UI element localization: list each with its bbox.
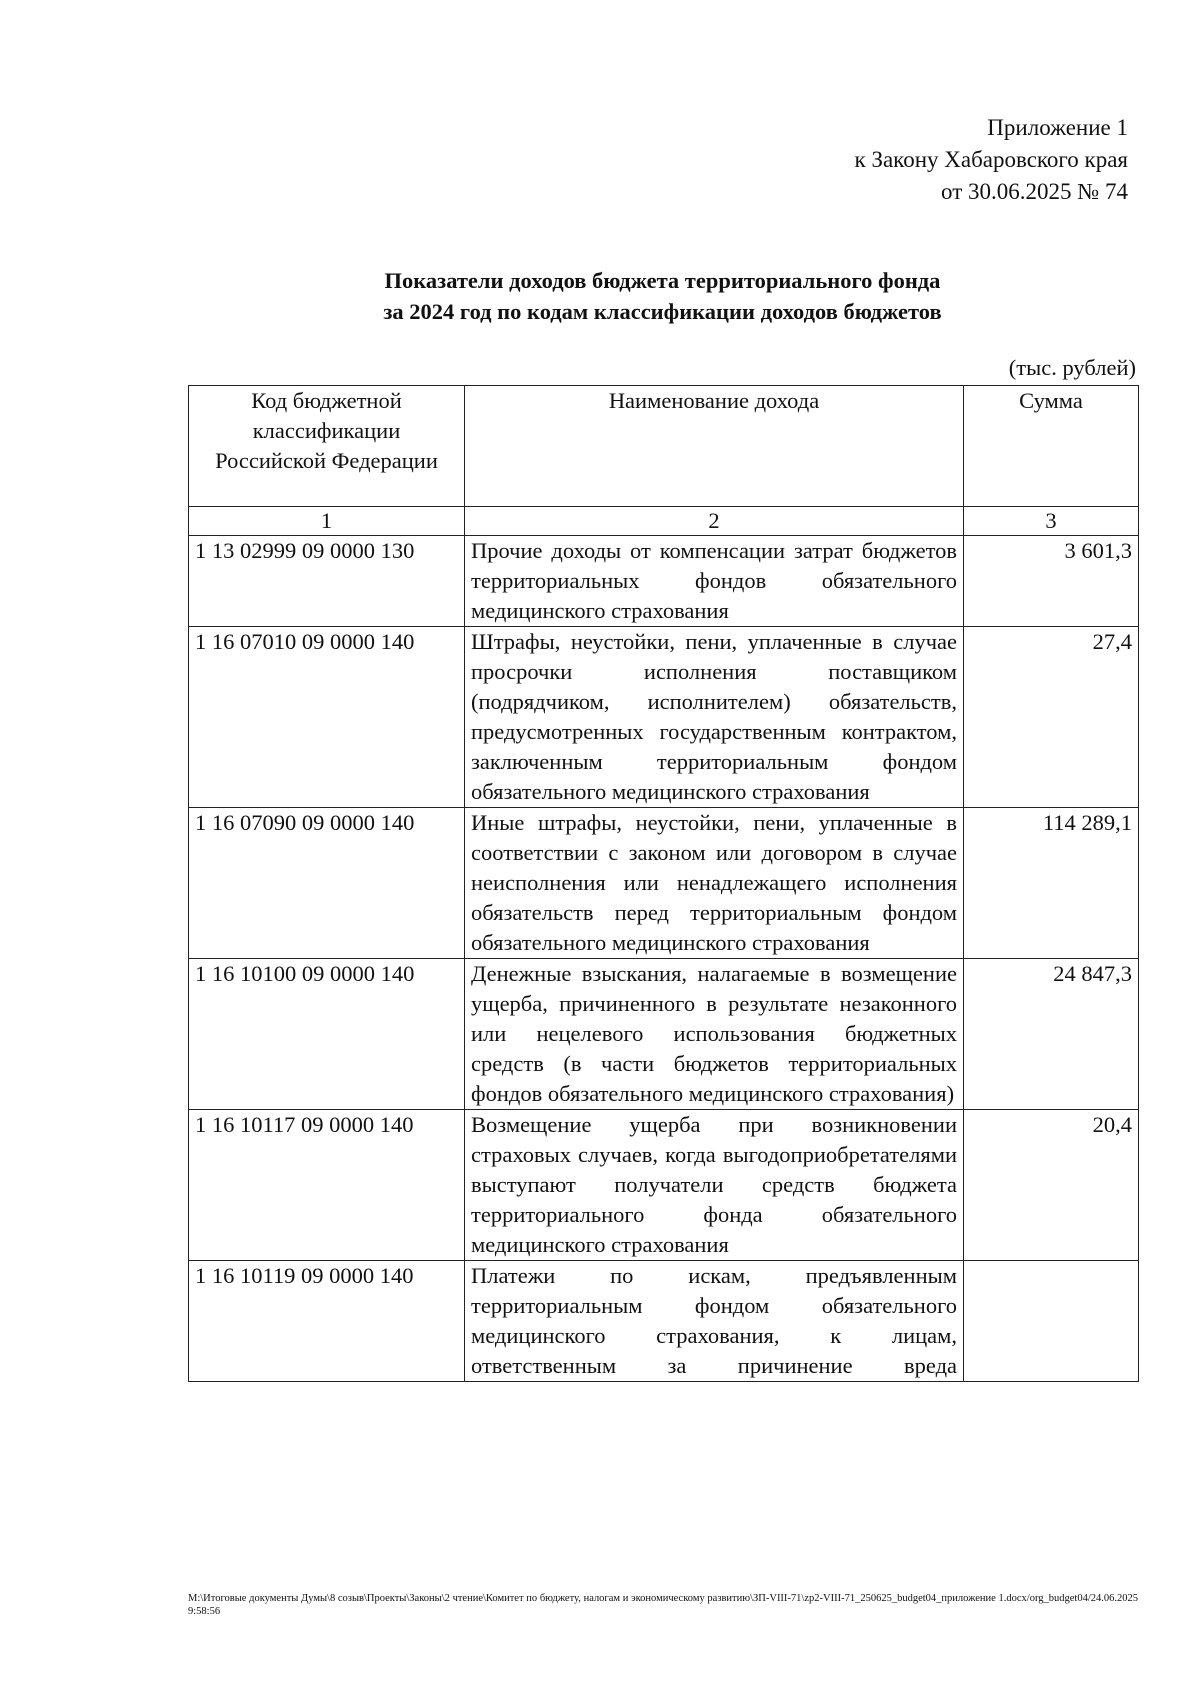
row-sum: 114 289,1: [964, 808, 1139, 959]
row-sum: 20,4: [964, 1110, 1139, 1261]
header-code: Код бюджетной классификации Российской Федерации: [189, 386, 465, 507]
appendix-line: к Закону Хабаровского края: [854, 147, 1128, 172]
row-code: 1 16 07090 09 0000 140: [189, 808, 465, 959]
document-title: [0, 265, 1200, 327]
table-row: [189, 1261, 1139, 1382]
table-header-row: [189, 386, 1139, 507]
row-code: 1 13 02999 09 0000 130: [189, 536, 465, 627]
row-name: Иные штрафы, неустойки, пени, уплаченные в соответствии с законом или договором в случае неисполнения или ненадлежащего исполнения обязательств перед территориальным фондом обязательного медицинского страхования: [465, 808, 964, 959]
row-sum: 3 601,3: [964, 536, 1139, 627]
row-name: Возмещение ущерба при возникновении страховых случаев, когда выгодоприобретателями выступают получатели средств бюджета территориального фонда обязательного медицинского страхования: [465, 1110, 964, 1261]
table-row: [189, 1110, 1139, 1261]
table-row: [189, 627, 1139, 808]
header-name: Наименование дохода: [465, 386, 964, 507]
file-path-footer: M:\Итоговые документы Думы\8 созыв\Проекты\Законы\2 чтение\Комитет по бюджету, налогам и экономическому развитию\ЗП-VIII-71\zp2-VIII-71_250625_budget04_приложение 1.docx/org_budget04/24.06.2025 9:58:56: [188, 1593, 1138, 1617]
income-table: [188, 385, 1139, 1382]
appendix-line: от 30.06.2025 № 74: [941, 179, 1128, 204]
appendix-line: Приложение 1: [987, 115, 1128, 140]
row-sum: 24 847,3: [964, 959, 1139, 1110]
column-number: 1: [189, 507, 465, 536]
row-name: Денежные взыскания, налагаемые в возмещение ущерба, причиненного в результате незаконного или нецелевого использования бюджетных средств (в части бюджетов территориальных фондов обязательного медицинского страхования): [465, 959, 964, 1110]
table-row: [189, 536, 1139, 627]
row-code: 1 16 10119 09 0000 140: [189, 1261, 465, 1382]
column-number-row: [189, 507, 1139, 536]
header-sum: Сумма: [964, 386, 1139, 507]
title-line-2: за 2024 год по кодам классификации доходов бюджетов: [383, 299, 942, 324]
column-number: 3: [964, 507, 1139, 536]
column-number: 2: [465, 507, 964, 536]
row-code: 1 16 07010 09 0000 140: [189, 627, 465, 808]
row-name: Платежи по искам, предъявленным территориальным фондом обязательного медицинского страхования, к лицам, ответственным за причинение вреда: [465, 1261, 964, 1382]
row-name: Штрафы, неустойки, пени, уплаченные в случае просрочки исполнения поставщиком (подрядчиком, исполнителем) обязательств, предусмотренных государственным контрактом, заключенным территориальным фондом обязательного медицинского страхования: [465, 627, 964, 808]
row-sum: [964, 1261, 1139, 1382]
table-row: [189, 808, 1139, 959]
row-code: 1 16 10117 09 0000 140: [189, 1110, 465, 1261]
row-sum: 27,4: [964, 627, 1139, 808]
appendix-header: [855, 112, 1128, 208]
title-line-1: Показатели доходов бюджета территориального фонда: [384, 268, 941, 293]
row-code: 1 16 10100 09 0000 140: [189, 959, 465, 1110]
table-row: [189, 959, 1139, 1110]
unit-label: (тыс. рублей): [1008, 355, 1136, 380]
row-name: Прочие доходы от компенсации затрат бюджетов территориальных фондов обязательного медицинского страхования: [465, 536, 964, 627]
